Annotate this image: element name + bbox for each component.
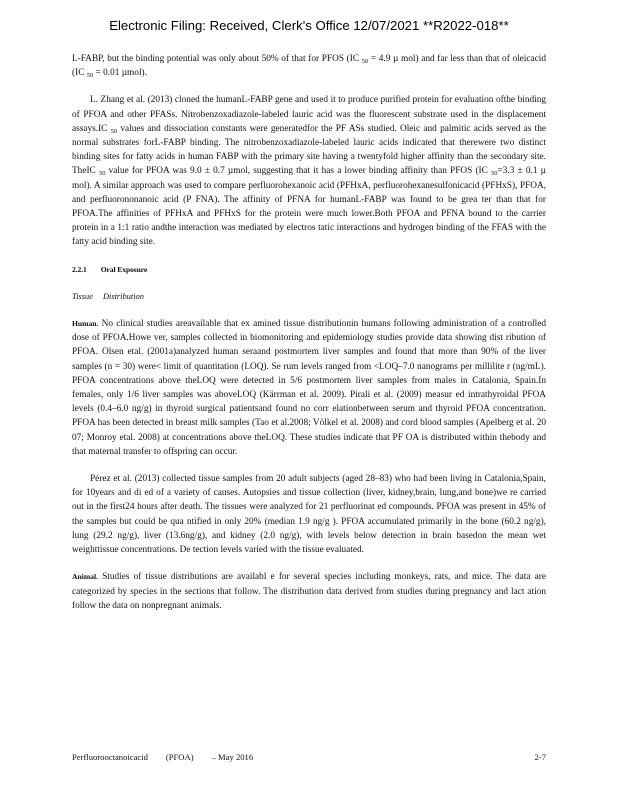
run-in-heading-human: Human. <box>72 319 99 329</box>
paragraph-animal: Animal. Studies of tissue distributions are availabl e for several species including monkeys, rats, and mice. The data are categorized by species in the sections that follow. The distribution data derived from studies during pregnancy and lact ation follow the data on nonpregnant animals. <box>72 572 546 611</box>
paragraph-perez: Pérez et al. (2013) collected tissue samples from 20 adult subjects (aged 28–83) who had been living in Catalonia,Spain, for 10years and di ed of a variety of causes. Autopsies and tissue collection (liver, kidney,brain, lung,and bone)we re carried out in the first24 hours after death. The tissues were analyzed for 21 perfluorinat ed compounds. PFOA was present in 45% of the samples but could be qua ntified in only 20% (median 1.9 ng/g ). PFOA accumulated primarily in the bone (60.2 ng/g), lung (29.2 ng/g), liver (13.6ng/g), and kidney (2.0 ng/g), with levels below detection in brain basedon the mean wet weighttissue concentrations. De tection levels varied with the tissue evaluated. <box>72 474 546 556</box>
section-heading <box>72 263 546 277</box>
section-title: Oral Exposure <box>100 264 148 274</box>
spacer <box>72 80 546 93</box>
spacer <box>72 277 546 290</box>
filing-header: Electronic Filing: Received, Clerk's Office 12/07/2021 **R2022-018** <box>109 18 509 33</box>
document-body <box>72 52 546 613</box>
spacer <box>72 557 546 570</box>
subsection-heading: Tissue Distribution <box>72 291 144 301</box>
spacer <box>72 250 546 263</box>
paragraph-zhang: L. Zhang et al. (2013) cloned the humanL-FABP gene and used it to produce purified protein for evaluation ofthe binding of PFOA and other PFASs. Nitrobenzoxadiazole-labeled lauric acid was the fluorescent substrate used in the displacement assays.IC $_{50}$ values and dissociation constants were generatedfor the PF ASs studied. Oleic and palmitic acids served as the normal substrates forL-FABP binding. The nitrobenzoxadiazole-labeled lauric acids indicated that therewere two distinct binding sites for fatty acids in human FABP with the primary site having a twentyfold higher affinity than the secondary site. TheIC $_{50}$ value for PFOA was 9.0 ± 0.7 µmol, suggesting that it has a lower binding affinity than PFOS (IC $_{50}$=3.3 ± 0.1 µ mol). A similar approach was used to compare perfluorohexanoic acid (PFHxA, perfluorohexanesulfonicacid (PFHxS), PFOA, and perfluorononanoic acid (P FNA). The affinity of PFNA for humanL-FABP was found to be grea ter than that for PFOA.The affinities of PFHxA and PFHxS for the protein were much lower.Both PFOA and PFNA bound to the carrier protein in a 1:1 ratio andthe interaction was mediated by electros tatic interactions and hydrogen binding of the FFAS with the fatty acid binding site. <box>72 95 547 248</box>
spacer <box>72 459 546 472</box>
page-number: 2-7 <box>534 752 546 762</box>
section-number: 2.2.1 <box>72 264 87 274</box>
spacer <box>72 304 546 317</box>
footer-title: Perfluorooctanoicacid (PFOA) – May 2016 <box>72 752 254 762</box>
run-in-heading-animal: Animal. <box>72 572 98 582</box>
paragraph-lfabp-continued: L-FABP, but the binding potential was only about 50% of that for PFOS (IC $_{50}$ = 4.9 µ mol) and far less than that of oleicacid (IC $_{50}$ = 0.01 µmol). <box>72 54 546 80</box>
paragraph-human: Human. No clinical studies areavailable that ex amined tissue distributionin humans following administration of a controlled dose of PFOA.Howe ver, samples collected in biomonitoring and epidemiology studies provide data showing dist ribution of PFOA. Olsen etal. (2001a)analyzed human seraand postmortem liver samples and found that more than 90% of the liver samples (n = 30) were< limit of quantitation (LOQ). Se rum levels ranged from <LOQ–7.0 nanograms per millilite r (ng/mL). PFOA concentrations above theLOQ were detected in 5/6 postmortem liver samples from males in Catalonia, Spain.In females, only 1/6 liver samples was aboveLOQ (Kärrman et al. 2009). Pirali et al. (2009) measur ed intrathyroidal PFOA levels (0.4–6.0 ng/g) in thyroid surgical patientsand found no corr elationbetween serum and thyroid PFOA concentration. PFOA has been detected in breast milk samples (Tao et al.2008; Völkel et al. 2008) and cord blood samples (Apelberg et al. 20 07; Monroy etal. 2008) at concentrations above theLOQ. These studies indicate that PF OA is distributed within thebody and that maternal transfer to offspring can occur. <box>72 319 546 457</box>
